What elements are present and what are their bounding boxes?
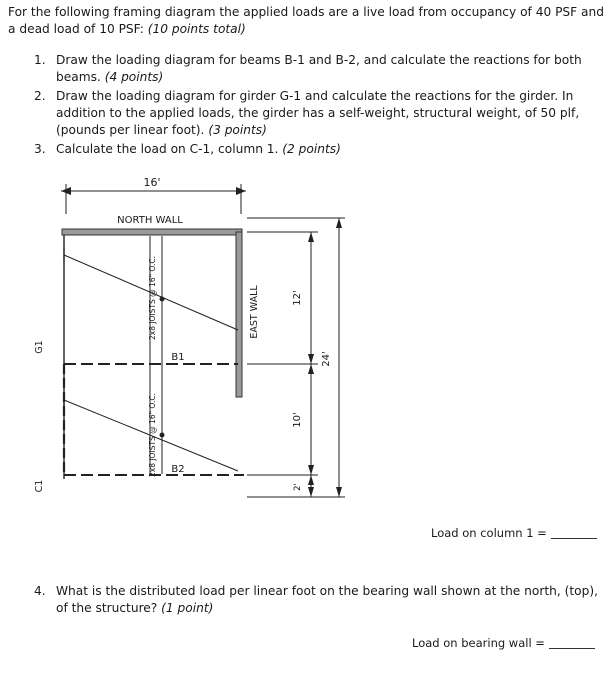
question-number: 2. — [34, 89, 46, 103]
question-number: 1. — [34, 53, 46, 67]
bearing-wall-answer — [412, 636, 595, 650]
question-text: Calculate the load on C-1, column 1. — [56, 142, 279, 156]
question-4 — [34, 583, 606, 617]
column-load-blank[interactable] — [551, 538, 597, 539]
beam-b1-label: B1 — [171, 352, 185, 363]
intro-text: For the following framing diagram the applied loads are a live load from occupancy of 40 PSF and a dead load of 10 PSF: — [8, 5, 604, 36]
question-points: (2 points) — [282, 142, 341, 156]
dim-arrow — [336, 487, 342, 497]
north-wall-label: NORTH WALL — [117, 215, 183, 226]
dim-2-label: 2' — [293, 483, 303, 491]
lower-joists-label: 2x8 JOISTS @ 16" O.C. — [148, 392, 157, 478]
dim-arrow — [308, 364, 314, 374]
upper-joist-point — [160, 297, 165, 302]
question-number: 4. — [34, 584, 46, 598]
question-points: (1 point) — [161, 601, 214, 615]
dim-24-label: 24' — [321, 351, 332, 367]
dim-arrow — [308, 465, 314, 475]
column-load-label: Load on column 1 = — [431, 526, 547, 540]
lower-joist-point — [160, 433, 165, 438]
question-points: (3 points) — [208, 123, 267, 137]
question-points: (4 points) — [104, 70, 164, 84]
beam-b2-label: B2 — [171, 464, 185, 475]
dim-10-label: 10' — [292, 412, 303, 428]
east-wall-label: EAST WALL — [249, 285, 260, 339]
bearing-wall-label: Load on bearing wall = — [412, 636, 545, 650]
upper-joists-label: 2x8 JOISTS @ 16" O.C. — [148, 255, 157, 341]
dim-arrow — [308, 487, 314, 497]
dim-arrow — [308, 354, 314, 364]
girder-g1-label: G1 — [34, 340, 45, 354]
top-dimension-label: 16' — [143, 176, 161, 189]
question-text: Draw the loading diagram for girder G-1 and calculate the reactions for the girder. In addition to the applied loads, the girder has a self-weight, structural weight, of 50 plf, (pounds per linear foot). — [56, 89, 580, 137]
column-load-answer — [431, 526, 597, 540]
bearing-wall-blank[interactable] — [549, 648, 595, 649]
dim-arrow — [336, 218, 342, 228]
dim-arrow — [308, 475, 314, 485]
dim-12-label: 12' — [292, 290, 303, 306]
north-wall — [62, 229, 242, 235]
question-number: 3. — [34, 142, 46, 156]
east-wall — [236, 232, 242, 397]
question-text: Draw the loading diagram for beams B-1 and B-2, and calculate the reactions for both beams. — [56, 53, 582, 84]
dim-arrow — [308, 232, 314, 242]
column-c1-label: C1 — [34, 479, 45, 493]
question-text: What is the distributed load per linear foot on the bearing wall shown at the north, (top), of the structure? — [56, 584, 598, 615]
intro-points: (10 points total) — [147, 22, 246, 36]
